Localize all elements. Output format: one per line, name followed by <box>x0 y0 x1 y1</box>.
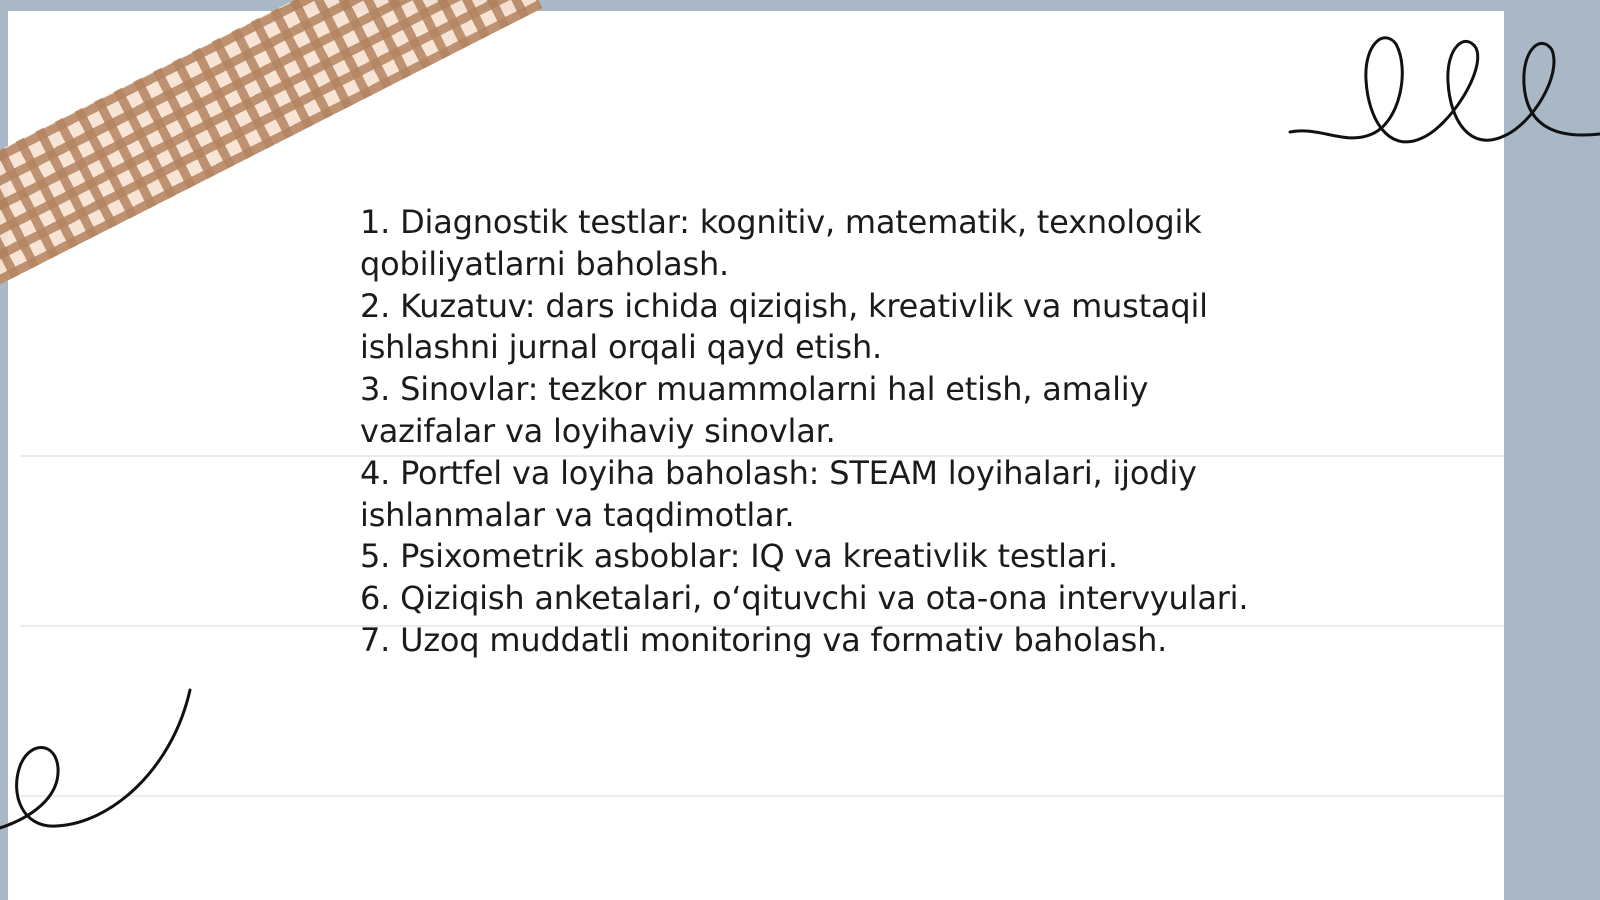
assessment-methods-list <box>360 202 1260 662</box>
list-item: 7. Uzoq muddatli monitoring va formativ baholash. <box>360 620 1168 659</box>
list-item: 6. Qiziqish anketalari, o‘qituvchi va ota-ona intervyulari. <box>360 579 1249 618</box>
list-item: 3. Sinovlar: tezkor muammolarni hal etish, amaliy vazifalar va loyihaviy sinovlar. <box>360 370 1149 450</box>
loop-doodle-icon <box>1290 30 1600 160</box>
list-item: 4. Portfel va loyiha baholash: STEAM loyihalari, ijodiy ishlanmalar va taqdimotlar. <box>360 453 1197 534</box>
ruled-line <box>20 795 1504 797</box>
swoosh-doodle-icon <box>0 690 200 850</box>
list-item: 2. Kuzatuv: dars ichida qiziqish, kreativlik va mustaqil ishlashni jurnal orqali qayd etish. <box>360 286 1208 367</box>
list-item: 5. Psixometrik asboblar: IQ va kreativlik testlari. <box>360 537 1118 576</box>
list-item: 1. Diagnostik testlar: kognitiv, matematik, texnologik qobiliyatlarni baholash. <box>360 203 1202 283</box>
